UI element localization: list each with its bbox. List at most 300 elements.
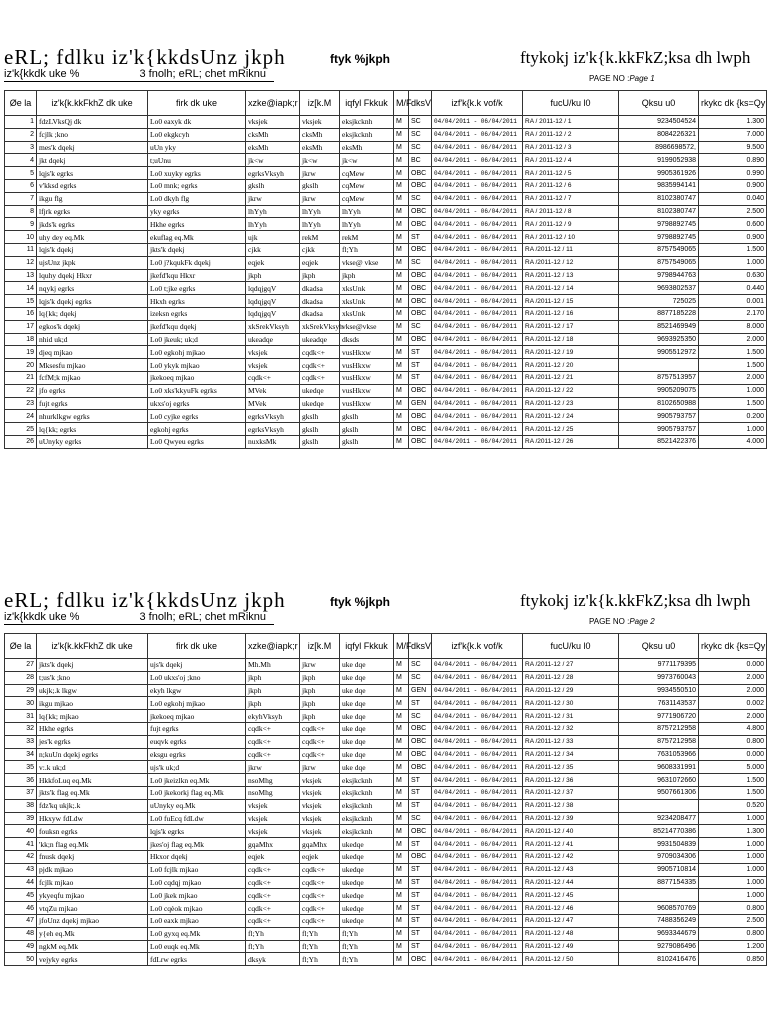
cell-serial: 5 [5,167,37,180]
cell-phone: 9905512972 [619,346,699,359]
cell-police-station: fl;Yh [340,927,394,940]
cell-trainee-name: lqjs'k egrks [37,167,148,180]
cell-training-period: 04/04/2011 - 06/04/2011 [432,231,523,244]
cell-block: dkadsa [300,295,340,308]
cell-pond-area: 2.500 [699,205,767,218]
cell-training-period: 04/04/2011 - 06/04/2011 [432,333,523,346]
training-subtitle [4,68,274,82]
page-number [589,74,655,83]
table-row [5,359,767,372]
cell-father-name: Hkxh egrks [148,295,246,308]
cell-pond-area: 2.500 [699,914,767,927]
cell-gender: M [394,722,409,735]
cell-police-station: eksjkcknh [340,799,394,812]
cell-village: ujk [246,231,300,244]
cell-block: gkslh [300,423,340,436]
page-number-label: PAGE NO : [589,74,630,83]
cell-pond-area: 0.900 [699,179,767,192]
cell-father-name: ujs'k uk;d [148,761,246,774]
cell-block: eqjek [300,850,340,863]
cell-pond-area: 1.500 [699,359,767,372]
cell-phone: 9507661306 [619,786,699,799]
cell-training-period: 04/04/2011 - 06/04/2011 [432,953,523,966]
cell-village: lqdqjgqV [246,282,300,295]
cell-registration-no: RA /2011-12 / 33 [523,735,619,748]
table-row [5,812,767,825]
cell-registration-no: RA /2011-12 / 26 [523,435,619,448]
cell-block: vksjek [300,799,340,812]
cell-police-station: gkslh [340,423,394,436]
cell-trainee-name: n;kuUn dqekj egrks [37,748,148,761]
cell-registration-no: RA /2011-12 / 40 [523,825,619,838]
table-row [5,243,767,256]
cell-gender: M [394,371,409,384]
cell-police-station: cqMew [340,192,394,205]
cell-phone: 8521469949 [619,320,699,333]
cell-phone: 7631143537 [619,697,699,710]
cell-pond-area: 0.800 [699,735,767,748]
cell-father-name: Hkxor dqekj [148,850,246,863]
cell-father-name: Lo0 egkohj mjkao [148,346,246,359]
cell-block: jkph [300,697,340,710]
cell-trainee-name: jkds'k egrks [37,218,148,231]
table-row [5,205,767,218]
cell-training-period: 04/04/2011 - 06/04/2011 [432,671,523,684]
cell-trainee-name: nhid uk;d [37,333,148,346]
cell-registration-no: RA / 2011-12 / 2 [523,128,619,141]
cell-police-station: eksjkcknh [340,128,394,141]
cell-gender: M [394,774,409,787]
cell-serial: 15 [5,295,37,308]
table-row [5,179,767,192]
cell-training-period: 04/04/2011 - 06/04/2011 [432,863,523,876]
cell-serial: 16 [5,307,37,320]
cell-gender: M [394,697,409,710]
cell-block: ukedqe [300,397,340,410]
page-header [0,40,768,90]
page-number-label: PAGE NO : [589,617,630,626]
cell-category: ST [409,346,432,359]
column-header-serial: Øe la [5,634,37,659]
cell-village: jkrw [246,761,300,774]
cell-phone: 8757212958 [619,722,699,735]
cell-trainee-name: vejyky egrks [37,953,148,966]
cell-phone: 8986698572, [619,141,699,154]
cell-police-station: uke dqe [340,761,394,774]
cell-category: SC [409,141,432,154]
cell-father-name: jkes'oj flag eq.Mk [148,838,246,851]
cell-pond-area: 1.500 [699,397,767,410]
cell-village: eqjek [246,256,300,269]
cell-phone: 9798892745 [619,231,699,244]
column-header-pond-area: rkykc dk {ks=Qy [699,91,767,116]
cell-police-station: eksMh [340,141,394,154]
cell-trainee-name: v'kksd egrks [37,179,148,192]
cell-serial: 8 [5,205,37,218]
cell-serial: 3 [5,141,37,154]
cell-police-station: vusHkxw [340,384,394,397]
cell-phone: 9771179395 [619,659,699,672]
cell-phone: 9905361926 [619,167,699,180]
district-label: ftyk %jkph [330,52,391,66]
table-row [5,320,767,333]
training-name: 3 fnolh; eRL; chet mRiknu [139,611,267,623]
cell-police-station: vusHkxw [340,371,394,384]
cell-registration-no: RA /2011-12 / 31 [523,710,619,723]
table-row [5,333,767,346]
cell-category: OBC [409,435,432,448]
cell-phone: 9693802537 [619,282,699,295]
cell-trainee-name: fdz'kq ukjk;.k [37,799,148,812]
cell-category: OBC [409,295,432,308]
table-row [5,710,767,723]
cell-father-name: Lo0 cqèok mjkao [148,902,246,915]
cell-registration-no: RA / 2011-12 / 10 [523,231,619,244]
cell-village: fl;Yh [246,940,300,953]
cell-training-period: 04/04/2011 - 06/04/2011 [432,167,523,180]
table-row [5,192,767,205]
cell-category: ST [409,799,432,812]
cell-registration-no: RA /2011-12 / 50 [523,953,619,966]
cell-training-period: 04/04/2011 - 06/04/2011 [432,141,523,154]
cell-registration-no: RA /2011-12 / 17 [523,320,619,333]
cell-father-name: t;uUnu [148,154,246,167]
cell-serial: 31 [5,710,37,723]
cell-phone: 9905793757 [619,423,699,436]
cell-phone: 9934550510 [619,684,699,697]
cell-category: ST [409,359,432,372]
cell-village: Mh.Mh [246,659,300,672]
cell-registration-no: RA / 2011-12 / 8 [523,205,619,218]
cell-phone: 9693344679 [619,927,699,940]
cell-trainee-name: uUnyky egrks [37,435,148,448]
table-row [5,927,767,940]
cell-training-period: 04/04/2011 - 06/04/2011 [432,735,523,748]
cell-serial: 17 [5,320,37,333]
table-row [5,128,767,141]
cell-serial: 2 [5,128,37,141]
cell-registration-no: RA /2011-12 / 36 [523,774,619,787]
cell-gender: M [394,684,409,697]
cell-pond-area: 1.000 [699,876,767,889]
cell-trainee-name: lfjrk egrks [37,205,148,218]
cell-category: OBC [409,307,432,320]
cell-pond-area: 0.600 [699,218,767,231]
cell-police-station: cqMew [340,179,394,192]
cell-block: dkadsa [300,307,340,320]
cell-block: cqdk<+ [300,371,340,384]
cell-father-name: izeksn egrks [148,307,246,320]
cell-village: cqdk<+ [246,371,300,384]
cell-village: jkrw [246,192,300,205]
cell-gender: M [394,761,409,774]
cell-serial: 45 [5,889,37,902]
page-title: eRL; fdlku iz'k{kkdsUnz jkph [4,588,286,612]
cell-trainee-name: fcjlk ;kno [37,128,148,141]
cell-block: jkph [300,710,340,723]
cell-gender: M [394,435,409,448]
cell-registration-no: RA /2011-12 / 46 [523,902,619,915]
cell-registration-no: RA / 2011-12 / 1 [523,116,619,129]
cell-block: cjkk [300,243,340,256]
cell-village: eksMh [246,141,300,154]
cell-father-name: Lo0 eaxk mjkao [148,914,246,927]
cell-father-name: Lo0 egkohj mjkao [148,697,246,710]
cell-father-name: Lo0 jkek mjkao [148,889,246,902]
cell-trainee-name: nqykj egrks [37,282,148,295]
page-number [589,617,655,626]
cell-trainee-name: fcfM;k mjkao [37,371,148,384]
cell-training-period: 04/04/2011 - 06/04/2011 [432,435,523,448]
cell-gender: M [394,333,409,346]
cell-category: SC [409,320,432,333]
cell-phone: 9835994141 [619,179,699,192]
cell-police-station: ukedqe [340,914,394,927]
cell-registration-no: RA /2011-12 / 45 [523,889,619,902]
cell-pond-area: 5.000 [699,761,767,774]
cell-police-station: eksjkcknh [340,116,394,129]
cell-police-station: fl;Yh [340,243,394,256]
column-header-pond-area: rkykc dk {ks=Qy [699,634,767,659]
cell-pond-area: 8.000 [699,320,767,333]
cell-gender: M [394,218,409,231]
cell-police-station: lhYyh [340,218,394,231]
cell-training-period: 04/04/2011 - 06/04/2011 [432,218,523,231]
cell-serial: 43 [5,863,37,876]
cell-father-name: ujs'k dqekj [148,659,246,672]
cell-gender: M [394,141,409,154]
cell-category: ST [409,940,432,953]
cell-pond-area: 2.000 [699,684,767,697]
column-header-training-period: izf'k{k.k vof/k [432,634,523,659]
cell-village: lqdqjgqV [246,295,300,308]
cell-pond-area: 7.000 [699,128,767,141]
cell-police-station: ukedqe [340,876,394,889]
table-row [5,876,767,889]
column-header-trainee-name: iz'k{k.kkFkhZ dk uke [37,91,148,116]
cell-serial: 26 [5,435,37,448]
cell-training-period: 04/04/2011 - 06/04/2011 [432,256,523,269]
cell-pond-area: 4.800 [699,722,767,735]
cell-pond-area: 2.170 [699,307,767,320]
cell-father-name: Lo0 ekgkcyh [148,128,246,141]
cell-trainee-name: jfo egrks [37,384,148,397]
cell-village: vksjek [246,346,300,359]
table-row [5,889,767,902]
cell-gender: M [394,748,409,761]
cell-trainee-name: lqjs'k dqekj egrks [37,295,148,308]
table-row [5,346,767,359]
cell-trainee-name: fujt egrks [37,397,148,410]
cell-phone: 725025 [619,295,699,308]
cell-phone: 9798892745 [619,218,699,231]
column-header-village: xzke@iapk;r [246,634,300,659]
cell-training-period: 04/04/2011 - 06/04/2011 [432,697,523,710]
cell-block: gkslh [300,435,340,448]
cell-trainee-name: lquhy dqekj Hkxr [37,269,148,282]
cell-police-station: uke dqe [340,671,394,684]
cell-registration-no: RA /2011-12 / 12 [523,256,619,269]
cell-gender: M [394,154,409,167]
cell-training-period: 04/04/2011 - 06/04/2011 [432,838,523,851]
cell-father-name: Lo0 jkeuk; uk;d [148,333,246,346]
column-header-category: dksV [409,634,432,659]
cell-father-name: uUnyky eq.Mk [148,799,246,812]
cell-trainee-name: HkkfoLuq eq.Mk [37,774,148,787]
cell-serial: 39 [5,812,37,825]
cell-category: ST [409,876,432,889]
cell-category: OBC [409,179,432,192]
cell-serial: 4 [5,154,37,167]
cell-gender: M [394,167,409,180]
cell-block: cqdk<+ [300,735,340,748]
cell-father-name: ekyh lkgw [148,684,246,697]
cell-police-station: xksUnk [340,282,394,295]
cell-serial: 19 [5,346,37,359]
cell-training-period: 04/04/2011 - 06/04/2011 [432,710,523,723]
cell-category: ST [409,889,432,902]
cell-category: ST [409,863,432,876]
cell-village: ekyhVksyh [246,710,300,723]
cell-gender: M [394,710,409,723]
cell-block: gkslh [300,179,340,192]
cell-village: cqdk<+ [246,748,300,761]
cell-village: cqdk<+ [246,722,300,735]
cell-village: cqdk<+ [246,876,300,889]
cell-pond-area: 0.440 [699,282,767,295]
cell-category: OBC [409,423,432,436]
cell-training-period: 04/04/2011 - 06/04/2011 [432,825,523,838]
cell-training-period: 04/04/2011 - 06/04/2011 [432,282,523,295]
cell-father-name: euqvk egrks [148,735,246,748]
cell-category: SC [409,659,432,672]
cell-phone: 9798944763 [619,269,699,282]
cell-village: jk<w [246,154,300,167]
cell-serial: 14 [5,282,37,295]
cell-category: GEN [409,397,432,410]
cell-trainee-name: Mksesfu mjkao [37,359,148,372]
cell-gender: M [394,902,409,915]
cell-pond-area: 1.000 [699,384,767,397]
cell-gender: M [394,953,409,966]
cell-serial: 47 [5,914,37,927]
cell-trainee-name: egkos'k dqekj [37,320,148,333]
cell-category: ST [409,902,432,915]
cell-trainee-name: pjdk mjkao [37,863,148,876]
cell-father-name: Lo0 xuyky egrks [148,167,246,180]
list-title: ftykokj iz'k{k.kkFkZ;ksa dh lwph [520,591,751,610]
cell-police-station: uke dqe [340,697,394,710]
cell-trainee-name: ukjk;.k lkgw [37,684,148,697]
table-row [5,748,767,761]
cell-gender: M [394,282,409,295]
cell-police-station: lhYyh [340,205,394,218]
cell-gender: M [394,295,409,308]
table-row [5,761,767,774]
cell-village: eqjek [246,850,300,863]
cell-trainee-name: ikgu mjkao [37,697,148,710]
cell-trainee-name: nhurklkgw egrks [37,410,148,423]
cell-serial: 30 [5,697,37,710]
cell-village: jkph [246,671,300,684]
cell-block: jkph [300,269,340,282]
cell-trainee-name: uhy dey eq.Mk [37,231,148,244]
cell-gender: M [394,384,409,397]
cell-block: gqaMhx [300,838,340,851]
cell-serial: 37 [5,786,37,799]
cell-gender: M [394,205,409,218]
cell-father-name: jkekoeq mjkao [148,371,246,384]
cell-village: ukeadqe [246,333,300,346]
cell-block: cqdk<+ [300,722,340,735]
cell-training-period: 04/04/2011 - 06/04/2011 [432,761,523,774]
cell-pond-area: 0.800 [699,902,767,915]
table-row [5,435,767,448]
district-label: ftyk %jkph [330,595,391,609]
cell-police-station: uke dqe [340,659,394,672]
cell-father-name: yky egrks [148,205,246,218]
cell-father-name: Lo0 cyjke egrks [148,410,246,423]
cell-category: SC [409,116,432,129]
cell-father-name: Lo0 gyxq eq.Mk [148,927,246,940]
cell-police-station: ukedqe [340,850,394,863]
table-row [5,850,767,863]
training-subtitle [4,611,274,625]
cell-police-station: gkslh [340,410,394,423]
cell-phone: 8102380747 [619,192,699,205]
cell-gender: M [394,659,409,672]
table-row [5,735,767,748]
cell-father-name: Lo0 mnk; egrks [148,179,246,192]
cell-village: cqdk<+ [246,863,300,876]
table-row [5,774,767,787]
cell-registration-no: RA /2011-12 / 28 [523,671,619,684]
training-label: iz'k{kkdk uke % [4,611,80,623]
cell-phone: 8757549065 [619,243,699,256]
column-header-block: iz[k.M [300,91,340,116]
cell-block: lhYyh [300,218,340,231]
table-row [5,423,767,436]
cell-police-station: vusHkxw [340,359,394,372]
cell-gender: M [394,179,409,192]
cell-phone: 9608570769 [619,902,699,915]
cell-serial: 36 [5,774,37,787]
cell-police-station: uke dqe [340,722,394,735]
cell-phone: 8102380747 [619,205,699,218]
cell-block: cqdk<+ [300,914,340,927]
cell-father-name: egkohj egrks [148,423,246,436]
cell-trainee-name: v:.k uk;d [37,761,148,774]
cell-registration-no: RA /2011-12 / 11 [523,243,619,256]
cell-registration-no: RA /2011-12 / 47 [523,914,619,927]
cell-police-station: eksjkcknh [340,774,394,787]
cell-block: jkrw [300,659,340,672]
cell-trainee-name: vtqZu mjkao [37,902,148,915]
table-row [5,825,767,838]
cell-pond-area: 1.500 [699,774,767,787]
cell-serial: 18 [5,333,37,346]
cell-village: MVek [246,397,300,410]
cell-father-name: ekuflag eq.Mk [148,231,246,244]
cell-category: SC [409,256,432,269]
table-header [5,634,767,659]
cell-pond-area: 0.850 [699,953,767,966]
cell-father-name: lqjs'k egrks [148,825,246,838]
cell-gender: M [394,397,409,410]
cell-police-station: xksUnk [340,307,394,320]
cell-phone: 8757212958 [619,735,699,748]
cell-village: egrksVksyh [246,167,300,180]
